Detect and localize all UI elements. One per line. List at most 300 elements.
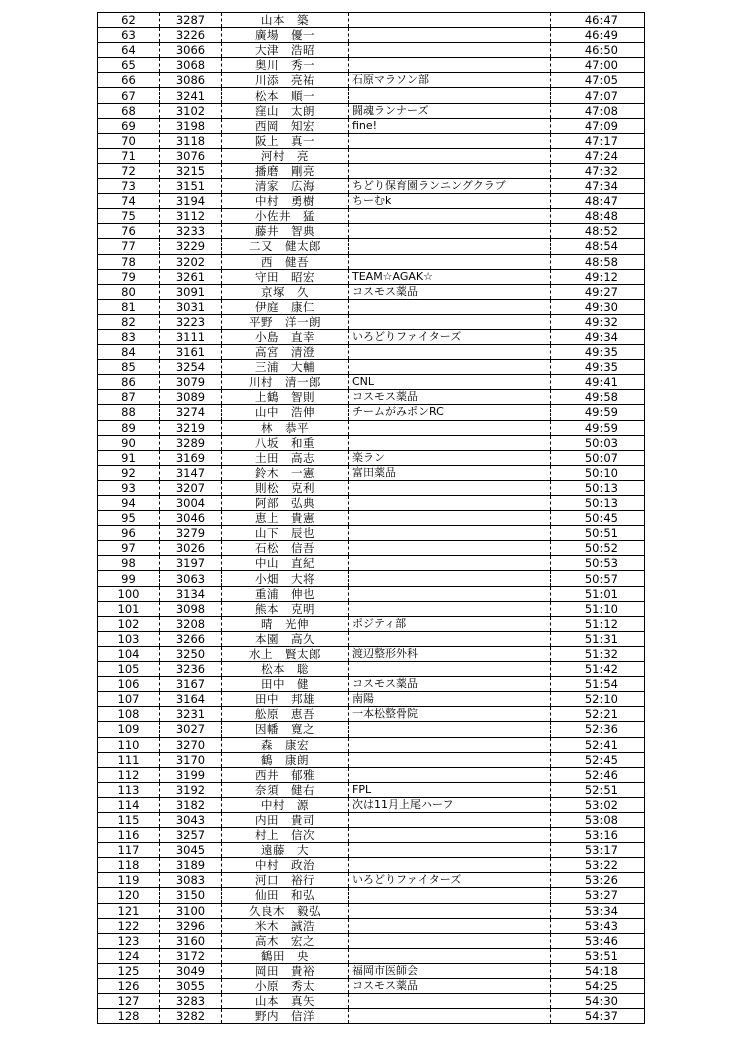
runner-name-cell: 二又 健太郎	[222, 239, 349, 254]
team-name-cell	[349, 360, 551, 375]
runner-name-cell: 山中 浩伸	[222, 405, 349, 420]
finish-time-cell: 47:09	[551, 118, 645, 133]
finish-time-cell: 49:58	[551, 390, 645, 405]
rank-cell: 96	[98, 526, 160, 541]
rank-cell: 65	[98, 58, 160, 73]
runner-name-cell: 因幡 寛之	[222, 722, 349, 737]
finish-time-cell: 51:01	[551, 586, 645, 601]
team-name-cell	[349, 767, 551, 782]
rank-cell: 87	[98, 390, 160, 405]
bib-number-cell: 3031	[160, 299, 222, 314]
finish-time-cell: 53:27	[551, 888, 645, 903]
runner-name-cell: 野内 信洋	[222, 1009, 349, 1024]
table-row	[98, 360, 645, 375]
table-row	[98, 767, 645, 782]
rank-cell: 76	[98, 224, 160, 239]
finish-time-cell: 54:30	[551, 994, 645, 1009]
rank-cell: 72	[98, 163, 160, 178]
bib-number-cell: 3066	[160, 43, 222, 58]
team-name-cell	[349, 556, 551, 571]
runner-name-cell: 松本 聡	[222, 662, 349, 677]
rank-cell: 108	[98, 707, 160, 722]
finish-time-cell: 46:50	[551, 43, 645, 58]
table-row	[98, 58, 645, 73]
runner-name-cell: 熊本 克明	[222, 601, 349, 616]
finish-time-cell: 49:34	[551, 329, 645, 344]
team-name-cell: ポジティ部	[349, 616, 551, 631]
table-row	[98, 465, 645, 480]
runner-name-cell: 重浦 伸也	[222, 586, 349, 601]
runner-name-cell: 遠藤 大	[222, 843, 349, 858]
table-row	[98, 692, 645, 707]
bib-number-cell: 3226	[160, 28, 222, 43]
table-row	[98, 299, 645, 314]
finish-time-cell: 49:59	[551, 420, 645, 435]
runner-name-cell: 鶴 康朗	[222, 752, 349, 767]
bib-number-cell: 3287	[160, 13, 222, 28]
runner-name-cell: 米木 誠浩	[222, 918, 349, 933]
runner-name-cell: 奥川 秀一	[222, 58, 349, 73]
finish-time-cell: 51:54	[551, 677, 645, 692]
runner-name-cell: 西 健吾	[222, 254, 349, 269]
finish-time-cell: 47:00	[551, 58, 645, 73]
bib-number-cell: 3055	[160, 979, 222, 994]
finish-time-cell: 48:54	[551, 239, 645, 254]
table-row	[98, 450, 645, 465]
team-name-cell: 石原マラソン部	[349, 73, 551, 88]
table-row	[98, 918, 645, 933]
rank-cell: 112	[98, 767, 160, 782]
team-name-cell	[349, 88, 551, 103]
team-name-cell	[349, 722, 551, 737]
table-row	[98, 420, 645, 435]
runner-name-cell: 八坂 和重	[222, 435, 349, 450]
finish-time-cell: 46:49	[551, 28, 645, 43]
rank-cell: 122	[98, 918, 160, 933]
team-name-cell	[349, 858, 551, 873]
table-row	[98, 103, 645, 118]
team-name-cell	[349, 13, 551, 28]
runner-name-cell: 岡田 貴裕	[222, 963, 349, 978]
table-row	[98, 43, 645, 58]
rank-cell: 123	[98, 933, 160, 948]
rank-cell: 120	[98, 888, 160, 903]
rank-cell: 86	[98, 375, 160, 390]
team-name-cell	[349, 752, 551, 767]
team-name-cell	[349, 662, 551, 677]
finish-time-cell: 50:57	[551, 571, 645, 586]
bib-number-cell: 3068	[160, 58, 222, 73]
team-name-cell: 一本松整骨院	[349, 707, 551, 722]
team-name-cell	[349, 345, 551, 360]
runner-name-cell: 西岡 知宏	[222, 118, 349, 133]
rank-cell: 88	[98, 405, 160, 420]
rank-cell: 126	[98, 979, 160, 994]
rank-cell: 99	[98, 571, 160, 586]
rank-cell: 80	[98, 284, 160, 299]
table-row	[98, 631, 645, 646]
finish-time-cell: 53:51	[551, 948, 645, 963]
finish-time-cell: 47:07	[551, 88, 645, 103]
team-name-cell	[349, 601, 551, 616]
team-name-cell: コスモス薬品	[349, 390, 551, 405]
runner-name-cell: 小畑 大将	[222, 571, 349, 586]
runner-name-cell: 鈴木 一憲	[222, 465, 349, 480]
table-row	[98, 88, 645, 103]
rank-cell: 67	[98, 88, 160, 103]
finish-time-cell: 48:47	[551, 194, 645, 209]
runner-name-cell: 田中 健	[222, 677, 349, 692]
table-row	[98, 797, 645, 812]
results-table-body	[98, 13, 645, 1024]
bib-number-cell: 3150	[160, 888, 222, 903]
bib-number-cell: 3134	[160, 586, 222, 601]
rank-cell: 104	[98, 646, 160, 661]
table-row	[98, 662, 645, 677]
table-row	[98, 903, 645, 918]
finish-time-cell: 53:02	[551, 797, 645, 812]
table-row	[98, 571, 645, 586]
team-name-cell: 福岡市医師会	[349, 963, 551, 978]
rank-cell: 103	[98, 631, 160, 646]
bib-number-cell: 3045	[160, 843, 222, 858]
runner-name-cell: 窪山 太朗	[222, 103, 349, 118]
team-name-cell: FPL	[349, 782, 551, 797]
rank-cell: 102	[98, 616, 160, 631]
bib-number-cell: 3192	[160, 782, 222, 797]
table-row	[98, 828, 645, 843]
finish-time-cell: 51:12	[551, 616, 645, 631]
bib-number-cell: 3229	[160, 239, 222, 254]
finish-time-cell: 51:10	[551, 601, 645, 616]
rank-cell: 90	[98, 435, 160, 450]
finish-time-cell: 47:32	[551, 163, 645, 178]
finish-time-cell: 50:52	[551, 541, 645, 556]
runner-name-cell: 村上 信次	[222, 828, 349, 843]
table-row	[98, 254, 645, 269]
runner-name-cell: 阪上 真一	[222, 133, 349, 148]
table-row	[98, 194, 645, 209]
table-row	[98, 329, 645, 344]
finish-time-cell: 48:48	[551, 209, 645, 224]
table-row	[98, 782, 645, 797]
rank-cell: 95	[98, 511, 160, 526]
finish-time-cell: 54:18	[551, 963, 645, 978]
bib-number-cell: 3083	[160, 873, 222, 888]
bib-number-cell: 3270	[160, 737, 222, 752]
bib-number-cell: 3274	[160, 405, 222, 420]
bib-number-cell: 3046	[160, 511, 222, 526]
bib-number-cell: 3091	[160, 284, 222, 299]
team-name-cell	[349, 511, 551, 526]
runner-name-cell: 晴 光伸	[222, 616, 349, 631]
bib-number-cell: 3112	[160, 209, 222, 224]
team-name-cell	[349, 43, 551, 58]
rank-cell: 118	[98, 858, 160, 873]
finish-time-cell: 49:59	[551, 405, 645, 420]
finish-time-cell: 54:37	[551, 1009, 645, 1024]
rank-cell: 71	[98, 148, 160, 163]
team-name-cell: CNL	[349, 375, 551, 390]
finish-time-cell: 52:21	[551, 707, 645, 722]
runner-name-cell: 奈須 健右	[222, 782, 349, 797]
rank-cell: 82	[98, 314, 160, 329]
team-name-cell: コスモス薬品	[349, 677, 551, 692]
runner-name-cell: 河村 亮	[222, 148, 349, 163]
table-row	[98, 345, 645, 360]
bib-number-cell: 3086	[160, 73, 222, 88]
bib-number-cell: 3170	[160, 752, 222, 767]
team-name-cell	[349, 933, 551, 948]
bib-number-cell: 3100	[160, 903, 222, 918]
rank-cell: 124	[98, 948, 160, 963]
rank-cell: 68	[98, 103, 160, 118]
bib-number-cell: 3236	[160, 662, 222, 677]
rank-cell: 64	[98, 43, 160, 58]
table-row	[98, 179, 645, 194]
rank-cell: 107	[98, 692, 160, 707]
finish-time-cell: 50:51	[551, 526, 645, 541]
runner-name-cell: 大津 浩昭	[222, 43, 349, 58]
team-name-cell: ちーむk	[349, 194, 551, 209]
runner-name-cell: 上鶴 智則	[222, 390, 349, 405]
bib-number-cell: 3279	[160, 526, 222, 541]
finish-time-cell: 51:42	[551, 662, 645, 677]
team-name-cell: 渡辺整形外科	[349, 646, 551, 661]
finish-time-cell: 53:17	[551, 843, 645, 858]
bib-number-cell: 3172	[160, 948, 222, 963]
table-row	[98, 933, 645, 948]
rank-cell: 128	[98, 1009, 160, 1024]
rank-cell: 105	[98, 662, 160, 677]
table-row	[98, 314, 645, 329]
bib-number-cell: 3102	[160, 103, 222, 118]
team-name-cell	[349, 209, 551, 224]
table-row	[98, 239, 645, 254]
runner-name-cell: 平野 洋一朗	[222, 314, 349, 329]
bib-number-cell: 3111	[160, 329, 222, 344]
runner-name-cell: 小佐井 猛	[222, 209, 349, 224]
rank-cell: 127	[98, 994, 160, 1009]
bib-number-cell: 3198	[160, 118, 222, 133]
bib-number-cell: 3169	[160, 450, 222, 465]
bib-number-cell: 3167	[160, 677, 222, 692]
finish-time-cell: 52:36	[551, 722, 645, 737]
bib-number-cell: 3199	[160, 767, 222, 782]
team-name-cell	[349, 420, 551, 435]
table-row	[98, 858, 645, 873]
finish-time-cell: 51:31	[551, 631, 645, 646]
bib-number-cell: 3215	[160, 163, 222, 178]
table-row	[98, 601, 645, 616]
table-row	[98, 148, 645, 163]
team-name-cell: fine!	[349, 118, 551, 133]
team-name-cell	[349, 299, 551, 314]
runner-name-cell: 山本 築	[222, 13, 349, 28]
team-name-cell	[349, 239, 551, 254]
team-name-cell	[349, 148, 551, 163]
finish-time-cell: 52:10	[551, 692, 645, 707]
runner-name-cell: 廣場 優一	[222, 28, 349, 43]
runner-name-cell: 内田 貴司	[222, 812, 349, 827]
finish-time-cell: 51:32	[551, 646, 645, 661]
runner-name-cell: 三浦 大輔	[222, 360, 349, 375]
finish-time-cell: 49:35	[551, 360, 645, 375]
bib-number-cell: 3147	[160, 465, 222, 480]
team-name-cell	[349, 480, 551, 495]
finish-time-cell: 54:25	[551, 979, 645, 994]
runner-name-cell: 守田 昭宏	[222, 269, 349, 284]
bib-number-cell: 3194	[160, 194, 222, 209]
runner-name-cell: 西井 郁雅	[222, 767, 349, 782]
team-name-cell	[349, 737, 551, 752]
team-name-cell: ちどり保育園ランニングクラブ	[349, 179, 551, 194]
table-row	[98, 435, 645, 450]
runner-name-cell: 石松 信吾	[222, 541, 349, 556]
team-name-cell	[349, 918, 551, 933]
team-name-cell	[349, 541, 551, 556]
finish-time-cell: 53:46	[551, 933, 645, 948]
bib-number-cell: 3208	[160, 616, 222, 631]
rank-cell: 94	[98, 496, 160, 511]
table-row	[98, 843, 645, 858]
runner-name-cell: 播磨 剛亮	[222, 163, 349, 178]
table-row	[98, 737, 645, 752]
runner-name-cell: 久良木 毅弘	[222, 903, 349, 918]
team-name-cell	[349, 526, 551, 541]
finish-time-cell: 52:45	[551, 752, 645, 767]
finish-time-cell: 49:27	[551, 284, 645, 299]
finish-time-cell: 50:13	[551, 480, 645, 495]
bib-number-cell: 3027	[160, 722, 222, 737]
table-row	[98, 480, 645, 495]
bib-number-cell: 3231	[160, 707, 222, 722]
finish-time-cell: 52:51	[551, 782, 645, 797]
runner-name-cell: 本園 高久	[222, 631, 349, 646]
team-name-cell	[349, 828, 551, 843]
table-row	[98, 28, 645, 43]
table-row	[98, 556, 645, 571]
runner-name-cell: 森 康宏	[222, 737, 349, 752]
runner-name-cell: 中山 直紀	[222, 556, 349, 571]
table-row	[98, 812, 645, 827]
rank-cell: 100	[98, 586, 160, 601]
runner-name-cell: 山下 辰也	[222, 526, 349, 541]
bib-number-cell: 3049	[160, 963, 222, 978]
table-row	[98, 284, 645, 299]
team-name-cell: 次は11月上尾ハーフ	[349, 797, 551, 812]
finish-time-cell: 47:08	[551, 103, 645, 118]
team-name-cell	[349, 571, 551, 586]
runner-name-cell: 小原 秀太	[222, 979, 349, 994]
runner-name-cell: 土田 高志	[222, 450, 349, 465]
bib-number-cell: 3250	[160, 646, 222, 661]
finish-time-cell: 47:05	[551, 73, 645, 88]
team-name-cell: コスモス薬品	[349, 979, 551, 994]
table-row	[98, 1009, 645, 1024]
rank-cell: 121	[98, 903, 160, 918]
bib-number-cell: 3254	[160, 360, 222, 375]
runner-name-cell: 中村 源	[222, 797, 349, 812]
finish-time-cell: 50:53	[551, 556, 645, 571]
table-row	[98, 994, 645, 1009]
table-row	[98, 873, 645, 888]
bib-number-cell: 3197	[160, 556, 222, 571]
results-table	[97, 12, 645, 1024]
runner-name-cell: 仙田 和弘	[222, 888, 349, 903]
bib-number-cell: 3076	[160, 148, 222, 163]
finish-time-cell: 50:45	[551, 511, 645, 526]
table-row	[98, 979, 645, 994]
table-row	[98, 752, 645, 767]
table-row	[98, 586, 645, 601]
rank-cell: 125	[98, 963, 160, 978]
finish-time-cell: 53:43	[551, 918, 645, 933]
bib-number-cell: 3164	[160, 692, 222, 707]
bib-number-cell: 3118	[160, 133, 222, 148]
rank-cell: 114	[98, 797, 160, 812]
table-row	[98, 163, 645, 178]
table-row	[98, 677, 645, 692]
bib-number-cell: 3189	[160, 858, 222, 873]
table-row	[98, 541, 645, 556]
table-row	[98, 390, 645, 405]
team-name-cell	[349, 133, 551, 148]
runner-name-cell: 河口 裕行	[222, 873, 349, 888]
table-row	[98, 496, 645, 511]
table-row	[98, 707, 645, 722]
rank-cell: 70	[98, 133, 160, 148]
rank-cell: 83	[98, 329, 160, 344]
runner-name-cell: 恵上 貴憲	[222, 511, 349, 526]
finish-time-cell: 49:35	[551, 345, 645, 360]
table-row	[98, 133, 645, 148]
rank-cell: 69	[98, 118, 160, 133]
rank-cell: 91	[98, 450, 160, 465]
runner-name-cell: 小島 直幸	[222, 329, 349, 344]
rank-cell: 75	[98, 209, 160, 224]
bib-number-cell: 3261	[160, 269, 222, 284]
rank-cell: 79	[98, 269, 160, 284]
bib-number-cell: 3257	[160, 828, 222, 843]
table-row	[98, 948, 645, 963]
team-name-cell: 闘魂ランナーズ	[349, 103, 551, 118]
team-name-cell	[349, 903, 551, 918]
rank-cell: 89	[98, 420, 160, 435]
finish-time-cell: 49:30	[551, 299, 645, 314]
team-name-cell	[349, 994, 551, 1009]
bib-number-cell: 3043	[160, 812, 222, 827]
runner-name-cell: 京塚 久	[222, 284, 349, 299]
runner-name-cell: 川添 亮祐	[222, 73, 349, 88]
team-name-cell	[349, 586, 551, 601]
rank-cell: 62	[98, 13, 160, 28]
finish-time-cell: 53:26	[551, 873, 645, 888]
team-name-cell	[349, 435, 551, 450]
rank-cell: 117	[98, 843, 160, 858]
table-row	[98, 73, 645, 88]
team-name-cell	[349, 254, 551, 269]
team-name-cell	[349, 1009, 551, 1024]
table-row	[98, 616, 645, 631]
bib-number-cell: 3207	[160, 480, 222, 495]
rank-cell: 92	[98, 465, 160, 480]
team-name-cell	[349, 224, 551, 239]
bib-number-cell: 3266	[160, 631, 222, 646]
team-name-cell	[349, 58, 551, 73]
bib-number-cell: 3026	[160, 541, 222, 556]
rank-cell: 116	[98, 828, 160, 843]
